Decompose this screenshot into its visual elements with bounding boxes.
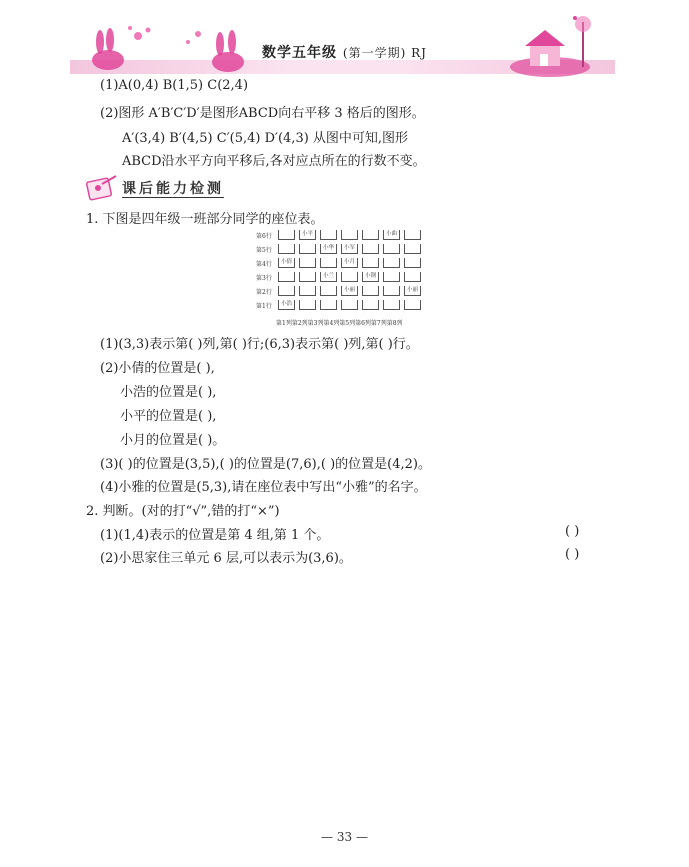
- page-header: [0, 0, 689, 80]
- seat-column-labels: 第1列第2列第3列第4列第5列第6列第7列第8列: [276, 320, 403, 327]
- seat-cell: [341, 272, 358, 282]
- book-title: 数学五年级: [262, 45, 338, 61]
- page-number: — 33 —: [321, 830, 368, 844]
- seat-cell: 小钢: [362, 272, 379, 282]
- seat-row-label: 第2行: [256, 289, 272, 296]
- seat-cell: [299, 300, 316, 310]
- seat-row-label: 第6行: [256, 233, 272, 240]
- seat-cell: [383, 244, 400, 254]
- q2-item-2-answer-box[interactable]: ( ): [565, 547, 580, 562]
- q1-part2b: 小浩的位置是( ),: [120, 385, 217, 400]
- seat-cell: [383, 286, 400, 296]
- seat-cell: 小倩: [278, 258, 295, 268]
- seat-cell: [404, 258, 421, 268]
- q1-part1: (1)(3,3)表示第( )列,第( )行;(6,3)表示第( )列,第( )行。: [100, 337, 419, 352]
- house-decoration-icon: [505, 12, 605, 78]
- seat-cell: [278, 286, 295, 296]
- seat-cell: 小兰: [320, 272, 337, 282]
- seat-cell: 小军: [341, 244, 358, 254]
- seat-row-label: 第1行: [256, 303, 272, 310]
- seat-cell: 小华: [320, 244, 337, 254]
- seat-cell: 小平: [299, 230, 316, 240]
- seat-cell: 小曲: [383, 230, 400, 240]
- section-heading: [84, 174, 244, 204]
- seat-cell: [362, 286, 379, 296]
- seat-table: [256, 226, 446, 326]
- book-subtitle: (第一学期) RJ: [342, 46, 427, 60]
- pencil-note-icon: [84, 174, 120, 204]
- seat-cell: 小月: [341, 258, 358, 268]
- seat-cell: [299, 272, 316, 282]
- seat-cell: [404, 244, 421, 254]
- answer-line-2: (2)图形 A′B′C′D′是图形ABCD向右平移 3 格后的图形。: [100, 106, 425, 121]
- seat-cell: [299, 286, 316, 296]
- seat-cell: [278, 272, 295, 282]
- seat-cell: [362, 258, 379, 268]
- q2-item-1-answer-box[interactable]: ( ): [565, 524, 580, 539]
- q1-part4: (4)小雅的位置是(5,3),请在座位表中写出“小雅”的名字。: [100, 480, 427, 495]
- q1-part2a: (2)小倩的位置是( ),: [100, 361, 215, 376]
- q2-item-2: (2)小思家住三单元 6 层,可以表示为(3,6)。: [100, 551, 352, 566]
- seat-cell: 小浩: [278, 300, 295, 310]
- seat-cell: [404, 300, 421, 310]
- seat-cell: [362, 300, 379, 310]
- seat-cell: [278, 244, 295, 254]
- seat-cell: [320, 230, 337, 240]
- seat-row-label: 第4行: [256, 261, 272, 268]
- seat-cell: [383, 258, 400, 268]
- seat-cell: [341, 230, 358, 240]
- seat-cell: [320, 300, 337, 310]
- seat-cell: [341, 300, 358, 310]
- seat-cell: [383, 300, 400, 310]
- answer-line-3: A′(3,4) B′(4,5) C′(5,4) D′(4,3) 从图中可知,图形: [122, 131, 409, 146]
- seat-cell: [383, 272, 400, 282]
- section-title: 课后能力检测: [122, 181, 224, 197]
- seat-cell: [404, 272, 421, 282]
- seat-row-label: 第3行: [256, 275, 272, 282]
- seat-cell: 小丽: [341, 286, 358, 296]
- seat-cell: [299, 244, 316, 254]
- seat-cell: [362, 244, 379, 254]
- q1-part3: (3)( )的位置是(3,5),( )的位置是(7,6),( )的位置是(4,2)。: [100, 457, 431, 472]
- answer-line-4: ABCD沿水平方向平移后,各对应点所在的行数不变。: [122, 154, 426, 169]
- seat-cell: [299, 258, 316, 268]
- seat-cell: [404, 230, 421, 240]
- seat-cell: [320, 286, 337, 296]
- q1-stem: 1. 下图是四年级一班部分同学的座位表。: [86, 212, 324, 227]
- answer-line-1: (1)A(0,4) B(1,5) C(2,4): [100, 78, 249, 93]
- q1-part2d: 小月的位置是( )。: [120, 433, 226, 448]
- q1-part2c: 小平的位置是( ),: [120, 409, 217, 424]
- seat-cell: [278, 230, 295, 240]
- q2-item-1: (1)(1,4)表示的位置是第 4 组,第 1 个。: [100, 528, 330, 543]
- seat-cell: [320, 258, 337, 268]
- q2-stem: 2. 判断。(对的打“√”,错的打“×”): [86, 504, 280, 519]
- seat-row-label: 第5行: [256, 247, 272, 254]
- seat-cell: [362, 230, 379, 240]
- seat-cell: 小丽: [404, 286, 421, 296]
